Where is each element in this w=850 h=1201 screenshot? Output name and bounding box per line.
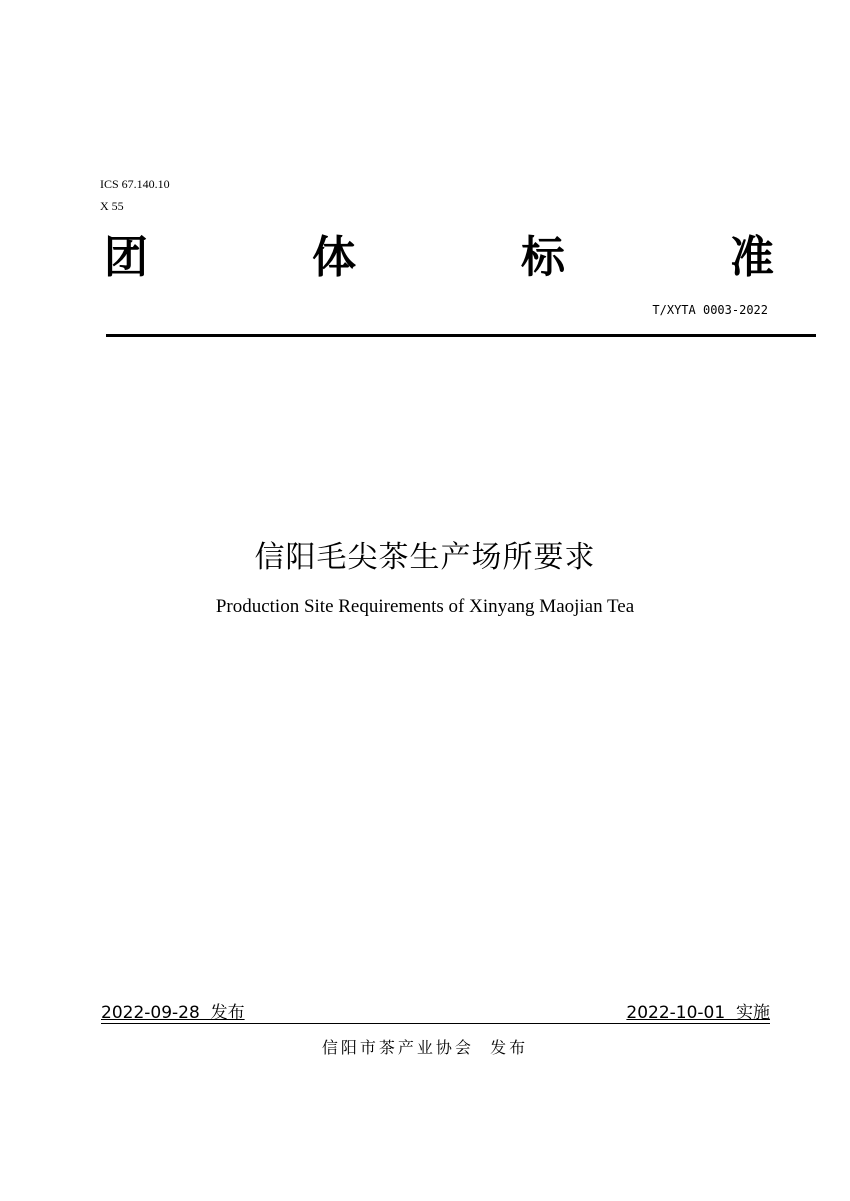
implementation-date: 2022-10-01 实施 — [626, 1003, 770, 1023]
footer-divider — [101, 1023, 770, 1024]
standard-type-char-1: 团 — [104, 232, 148, 283]
issue-date: 2022-09-28 发布 — [101, 1003, 245, 1023]
standard-type-char-4: 准 — [730, 232, 774, 283]
ics-code: ICS 67.140.10 — [100, 177, 170, 191]
document-title-english: Production Site Requirements of Xinyang Maojian Tea — [215, 596, 635, 617]
header-divider — [106, 334, 816, 337]
publisher: 信阳市茶产业协会 发布 — [321, 1038, 529, 1057]
classification-code: X 55 — [100, 199, 124, 213]
standard-number: T/XYTA 0003-2022 — [652, 303, 768, 317]
document-title-chinese: 信阳毛尖茶生产场所要求 — [254, 540, 596, 575]
standard-type-char-2: 体 — [312, 232, 356, 283]
standard-type-char-3: 标 — [521, 232, 565, 283]
